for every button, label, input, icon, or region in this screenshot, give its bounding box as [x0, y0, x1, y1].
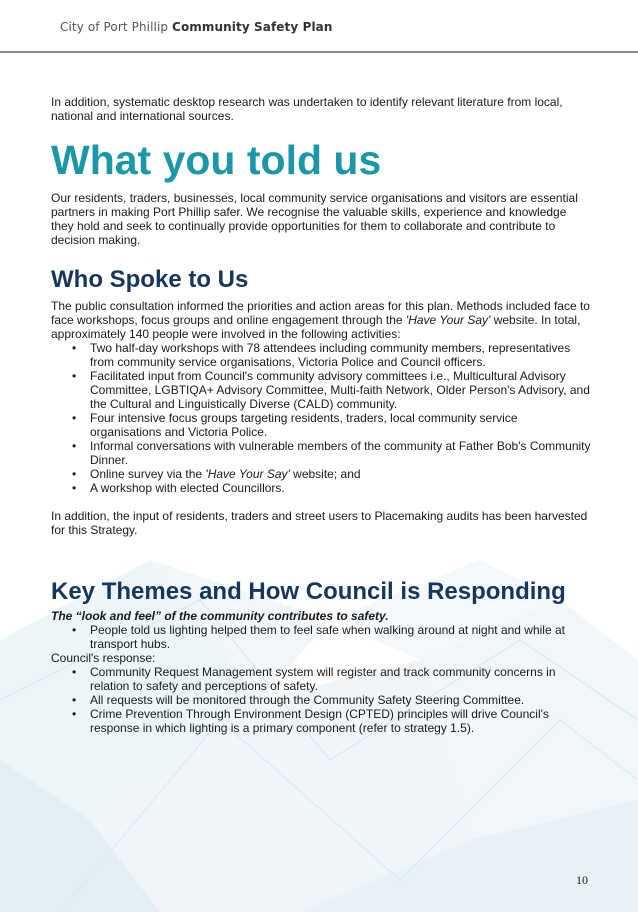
list-item-text: A workshop with elected Councillors.: [90, 481, 285, 495]
list-item: [51, 665, 591, 693]
bullet-icon: •: [72, 707, 77, 721]
list-item: [51, 693, 591, 707]
bullet-icon: •: [72, 369, 77, 383]
key-theme-subheading: The “look and feel” of the community contributes to safety.: [51, 609, 389, 623]
page-number: 10: [576, 873, 588, 887]
key-themes-heading: Key Themes and How Council is Responding: [51, 578, 566, 605]
who-spoke-text-b: website. In total, approximately 140 people were involved in the following activities:: [51, 313, 581, 341]
activities-list: [51, 341, 591, 495]
header-divider: [0, 51, 638, 53]
intro-paragraph: In addition, systematic desktop research was undertaken to identify relevant literature from local, national and international sources.: [51, 95, 563, 123]
list-item-text: Crime Prevention Through Environment Design (CPTED) principles will drive Council's response in which lighting is a primary component (refer to strategy 1.5).: [90, 707, 549, 735]
list-item-text: All requests will be monitored through the Community Safety Steering Committee.: [90, 693, 525, 707]
list-item-text: Community Request Management system will register and track community concerns in relation to safety and perceptions of safety.: [90, 665, 556, 693]
list-item-text: People told us lighting helped them to feel safe when walking around at night and while at transport hubs.: [90, 623, 565, 651]
what-you-told-us-paragraph: Our residents, traders, businesses, local community service organisations and visitors are essential partners in making Port Phillip safer. We recognise the valuable skills, experience and knowledge they hold and seek to continually provide opportunities for them to collaborate and contribute to decision making.: [51, 191, 578, 247]
council-response-label: Council's response:: [51, 651, 156, 665]
bullet-icon: •: [72, 481, 77, 495]
survey-text-a: Online survey via the: [90, 467, 203, 481]
survey-text-b: website; and: [293, 467, 361, 481]
header-title: [60, 20, 333, 34]
list-item: [51, 623, 591, 651]
bullet-icon: •: [72, 411, 77, 425]
page-content: [51, 95, 591, 735]
placemaking-paragraph: In addition, the input of residents, traders and street users to Placemaking audits has been harvested for this Strategy.: [51, 509, 588, 537]
list-item: [51, 369, 591, 411]
what-you-told-us-heading: What you told us: [51, 137, 382, 183]
list-item-text: Informal conversations with vulnerable members of the community at Father Bob's Community Dinner.: [90, 439, 591, 467]
who-spoke-heading: Who Spoke to Us: [51, 266, 249, 293]
list-item-text: Two half-day workshops with 78 attendees including community members, representatives from community service organisations, Victoria Police and Council officers.: [90, 341, 571, 369]
list-item-text: Four intensive focus groups targeting residents, traders, local community service organisations and Victoria Police.: [90, 411, 518, 439]
list-item: [51, 467, 591, 481]
list-item: [51, 411, 591, 439]
bullet-icon: •: [72, 341, 77, 355]
who-spoke-paragraph: [51, 299, 591, 341]
header-doc-title: Community Safety Plan: [172, 20, 333, 34]
list-item: [51, 707, 591, 735]
feedback-list: [51, 623, 591, 651]
bullet-icon: •: [72, 467, 77, 481]
list-item-text: Facilitated input from Council's community advisory committees i.e., Multicultural Advisory Committee, LGBTIQA+ Advisory Committee, Multi-faith Network, Older Person's Advisory, and the Cultural and Linguistically Diverse (CALD) community.: [90, 369, 590, 411]
have-your-say-name: 'Have Your Say': [405, 313, 491, 327]
list-item: [51, 341, 591, 369]
header-org: City of Port Phillip: [60, 20, 169, 34]
bullet-icon: •: [72, 693, 77, 707]
response-list: [51, 665, 591, 735]
survey-have-your-say: 'Have Your Say': [205, 467, 290, 481]
who-spoke-text-a: The public consultation informed the priorities and action areas for this plan. Methods included face to face workshops, focus groups and online engagement through the: [51, 299, 590, 327]
list-item: [51, 481, 591, 495]
list-item: [51, 439, 591, 467]
bullet-icon: •: [72, 665, 77, 679]
bullet-icon: •: [72, 623, 77, 637]
bullet-icon: •: [72, 439, 77, 453]
page-header: [0, 0, 638, 52]
